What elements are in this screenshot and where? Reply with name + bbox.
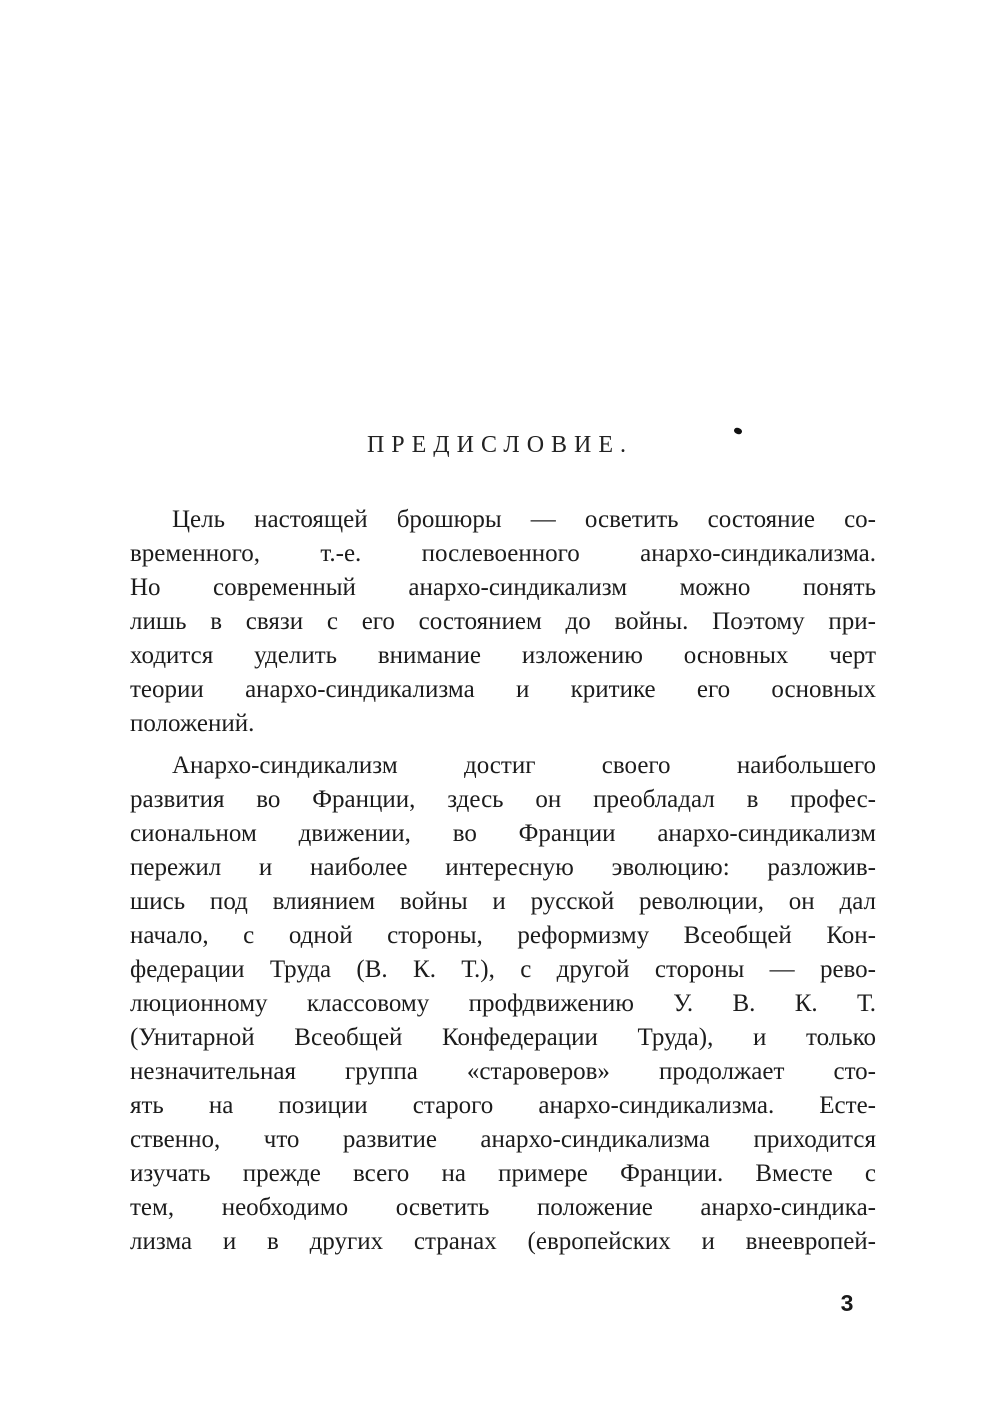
paragraph-2-line-11: ять на позиции старого анархо-синдикализма. Есте- <box>130 1092 876 1119</box>
paragraph-1-line-1: Цель настоящей брошюры — осветить состояние со- <box>172 506 876 533</box>
paragraph-2-line-3: сиональном движении, во Франции анархо-синдикализм <box>130 820 876 847</box>
paragraph-2-line-10: незначительная группа «староверов» продолжает сто- <box>130 1058 876 1085</box>
paragraph-2-line-4: пережил и наиболее интересную эволюцию: разложив- <box>130 854 876 881</box>
paragraph-2-line-1: Анархо-синдикализм достиг своего наибольшего <box>172 752 876 779</box>
paragraph-2-line-15: лизма и в других странах (европейских и внеевропей- <box>130 1228 876 1255</box>
paragraph-2-line-13: изучать прежде всего на примере Франции. Вместе с <box>130 1160 876 1187</box>
paragraph-1-line-6: теории анархо-синдикализма и критике его основных <box>130 676 876 703</box>
paragraph-1-line-5: ходится уделить внимание изложению основных черт <box>130 642 876 669</box>
paragraph-1-line-4: лишь в связи с его состоянием до войны. Поэтому при- <box>130 608 876 635</box>
paragraph-1-line-7: положений. <box>130 710 255 737</box>
paragraph-2-line-9: (Унитарной Всеобщей Конфедерации Труда), и только <box>130 1024 876 1051</box>
paragraph-2-line-2: развития во Франции, здесь он преобладал в профес- <box>130 786 876 813</box>
paragraph-1-line-2: временного, т.-е. послевоенного анархо-синдикализма. <box>130 540 876 567</box>
paragraph-2-line-5: шись под влиянием войны и русской революции, он дал <box>130 888 876 915</box>
chapter-heading: ПРЕДИСЛОВИЕ. <box>366 432 634 458</box>
paragraph-2-line-6: начало, с одной стороны, реформизму Всеобщей Кон- <box>130 922 876 949</box>
paragraph-1-line-3: Но современный анархо-синдикализм можно понять <box>130 574 876 601</box>
page-number: 3 <box>840 1290 854 1316</box>
paragraph-2-line-7: федерации Труда (В. К. Т.), с другой стороны — рево- <box>130 956 876 983</box>
paragraph-2-line-12: ственно, что развитие анархо-синдикализма приходится <box>130 1126 876 1153</box>
paragraph-2-line-8: люционному классовому профдвижению У. В. К. Т. <box>130 990 876 1017</box>
paragraph-2-line-14: тем, необходимо осветить положение анархо-синдика- <box>130 1194 876 1221</box>
